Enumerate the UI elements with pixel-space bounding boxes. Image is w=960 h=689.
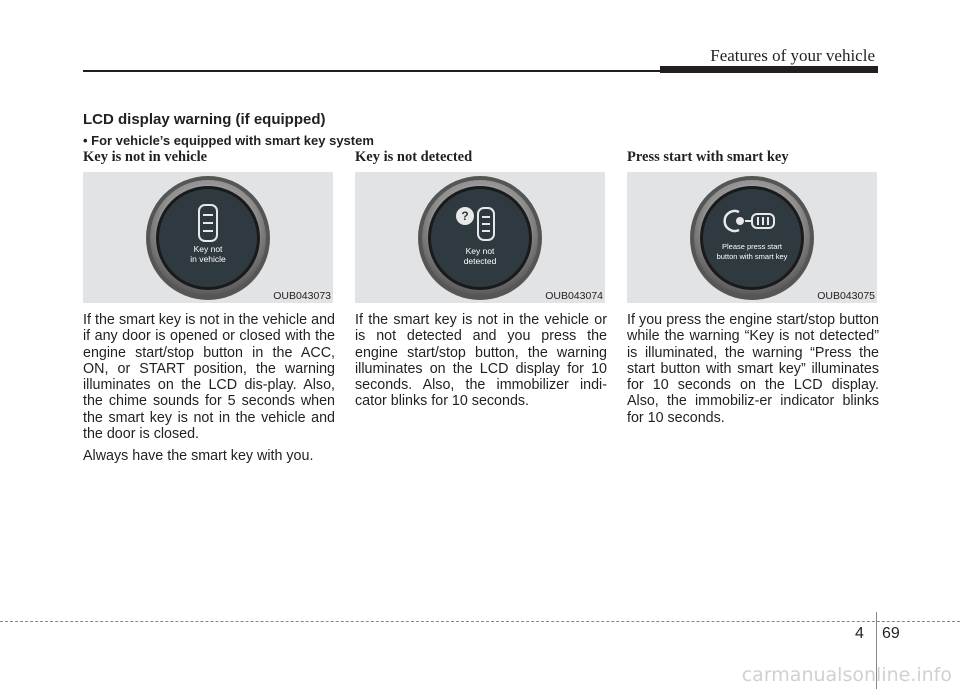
figure-code: OUB043075: [817, 290, 875, 302]
chapter-number: 4: [855, 625, 864, 642]
lcd-warning-figure: [627, 172, 877, 303]
footer-rule: [0, 621, 960, 622]
column-body: [627, 312, 879, 426]
column-body: [83, 312, 335, 465]
watermark: carmanualsonline.info: [741, 664, 952, 686]
column-body: [355, 312, 607, 410]
lcd-warning-figure: [83, 172, 333, 303]
figure-code: OUB043074: [545, 290, 603, 302]
page-number: 69: [882, 625, 900, 642]
section-heading: LCD display warning (if equipped): [83, 111, 326, 128]
lcd-dial-graphic: [355, 172, 605, 303]
lcd-label-line-2: detected: [463, 256, 497, 266]
column-title: Press start with smart key: [627, 149, 789, 165]
lcd-label-line-1: Key not: [465, 246, 495, 256]
lcd-warning-figure: [355, 172, 605, 303]
column-key-not-detected: [355, 148, 607, 416]
lcd-dial-graphic: [627, 172, 877, 303]
body-paragraph: If you press the engine start/stop button while the warning “Key is not detected” is illuminated, the warning “Press the start button with smart key” illuminates for 10 seconds on the LCD display. Also, the immobiliz-er indicator blinks for 10 seconds.: [627, 312, 879, 426]
column-title: Key is not in vehicle: [83, 149, 208, 165]
header-rule: [83, 70, 661, 72]
column-key-not-in-vehicle: [83, 148, 335, 471]
lcd-label-line-1: Key not: [193, 244, 223, 254]
column-title: Key is not detected: [355, 149, 473, 165]
header-rule-accent: [660, 66, 878, 73]
body-paragraph: Always have the smart key with you.: [83, 448, 314, 465]
lcd-label-line-2: button with smart key: [716, 252, 788, 261]
figure-code: OUB043073: [273, 290, 331, 302]
lcd-label-line-2: in vehicle: [190, 254, 226, 264]
column-press-start-with-smart-key: [627, 148, 879, 432]
bullet-note: • For vehicle’s equipped with smart key system: [83, 133, 374, 148]
body-paragraph: If the smart key is not in the vehicle or is not detected and you press the engine start/stop button, the warning illuminates on the LCD display for 10 seconds. Also, the immobilizer indi-cator blinks for 10 seconds.: [355, 312, 607, 410]
lcd-label-line-1: Please press start: [721, 242, 783, 251]
lcd-dial-graphic: [83, 172, 333, 303]
header-title: Features of your vehicle: [710, 46, 875, 65]
svg-text:?: ?: [461, 209, 469, 223]
body-paragraph: If the smart key is not in the vehicle and if any door is opened or closed with the engine start/stop button in the ACC, ON, or START position, the warning illuminates on the LCD dis-play. Also, the chime sounds for 5 seconds when the smart key is not in the vehicle and the door is closed.: [83, 312, 335, 443]
